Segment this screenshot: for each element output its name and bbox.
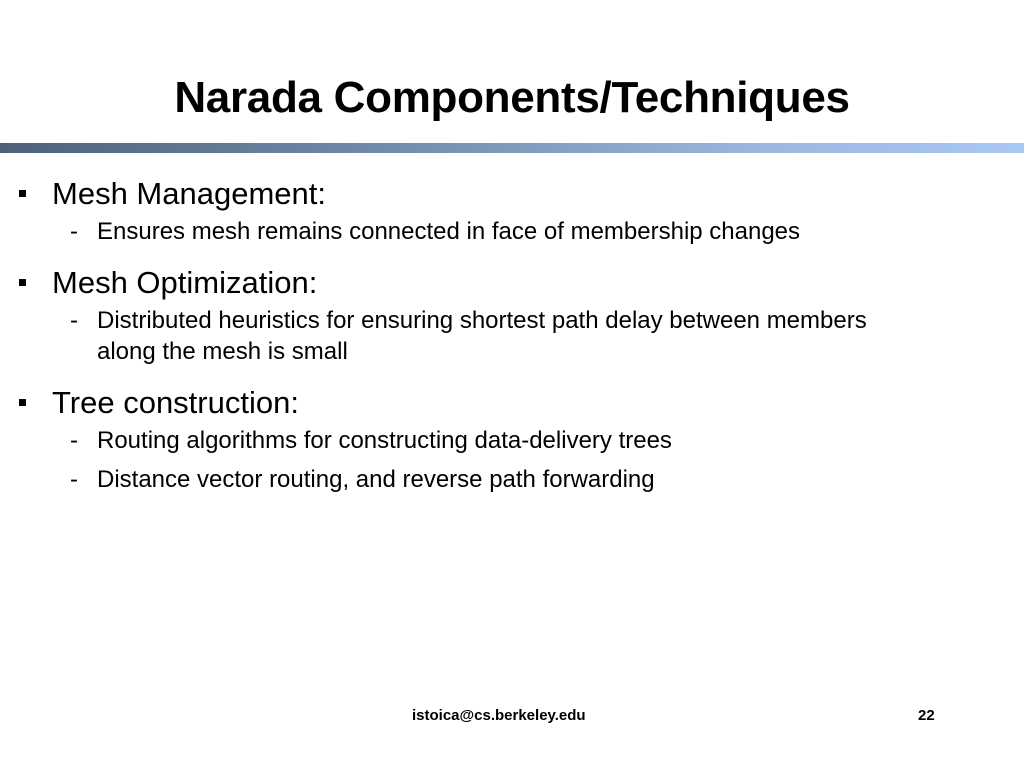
- page-number: 22: [918, 707, 935, 724]
- bullet-label: Mesh Management:: [52, 176, 326, 211]
- square-bullet-icon: [19, 279, 26, 286]
- sub-bullet-text: Ensures mesh remains connected in face of membership changes: [97, 218, 801, 245]
- dash-bullet-icon: -: [70, 307, 78, 334]
- sub-bullet-text: Distance vector routing, and reverse path forwarding: [97, 466, 655, 493]
- bullet-item: [0, 170, 1024, 216]
- dash-bullet-icon: -: [70, 466, 78, 493]
- sub-bullet-item: [0, 425, 1024, 456]
- footer-email: istoica@cs.berkeley.edu: [412, 707, 586, 724]
- square-bullet-icon: [19, 399, 26, 406]
- sub-bullet-text: Distributed heuristics for ensuring shortest path delay between members along the mesh is small: [97, 307, 867, 365]
- slide-content: [0, 170, 1024, 503]
- bullet-label: Tree construction:: [52, 385, 299, 420]
- sub-bullet-item: [0, 464, 1024, 495]
- bullet-label: Mesh Optimization:: [52, 265, 318, 300]
- title-divider: [0, 143, 1024, 153]
- sub-bullet-text: Routing algorithms for constructing data-delivery trees: [97, 427, 672, 454]
- sub-bullet-item: [0, 216, 1024, 247]
- square-bullet-icon: [19, 190, 26, 197]
- dash-bullet-icon: -: [70, 427, 78, 454]
- bullet-item: [0, 259, 1024, 305]
- sub-bullet-item: [0, 305, 1024, 367]
- bullet-item: [0, 379, 1024, 425]
- dash-bullet-icon: -: [70, 218, 78, 245]
- slide-title: Narada Components/Techniques: [174, 73, 850, 122]
